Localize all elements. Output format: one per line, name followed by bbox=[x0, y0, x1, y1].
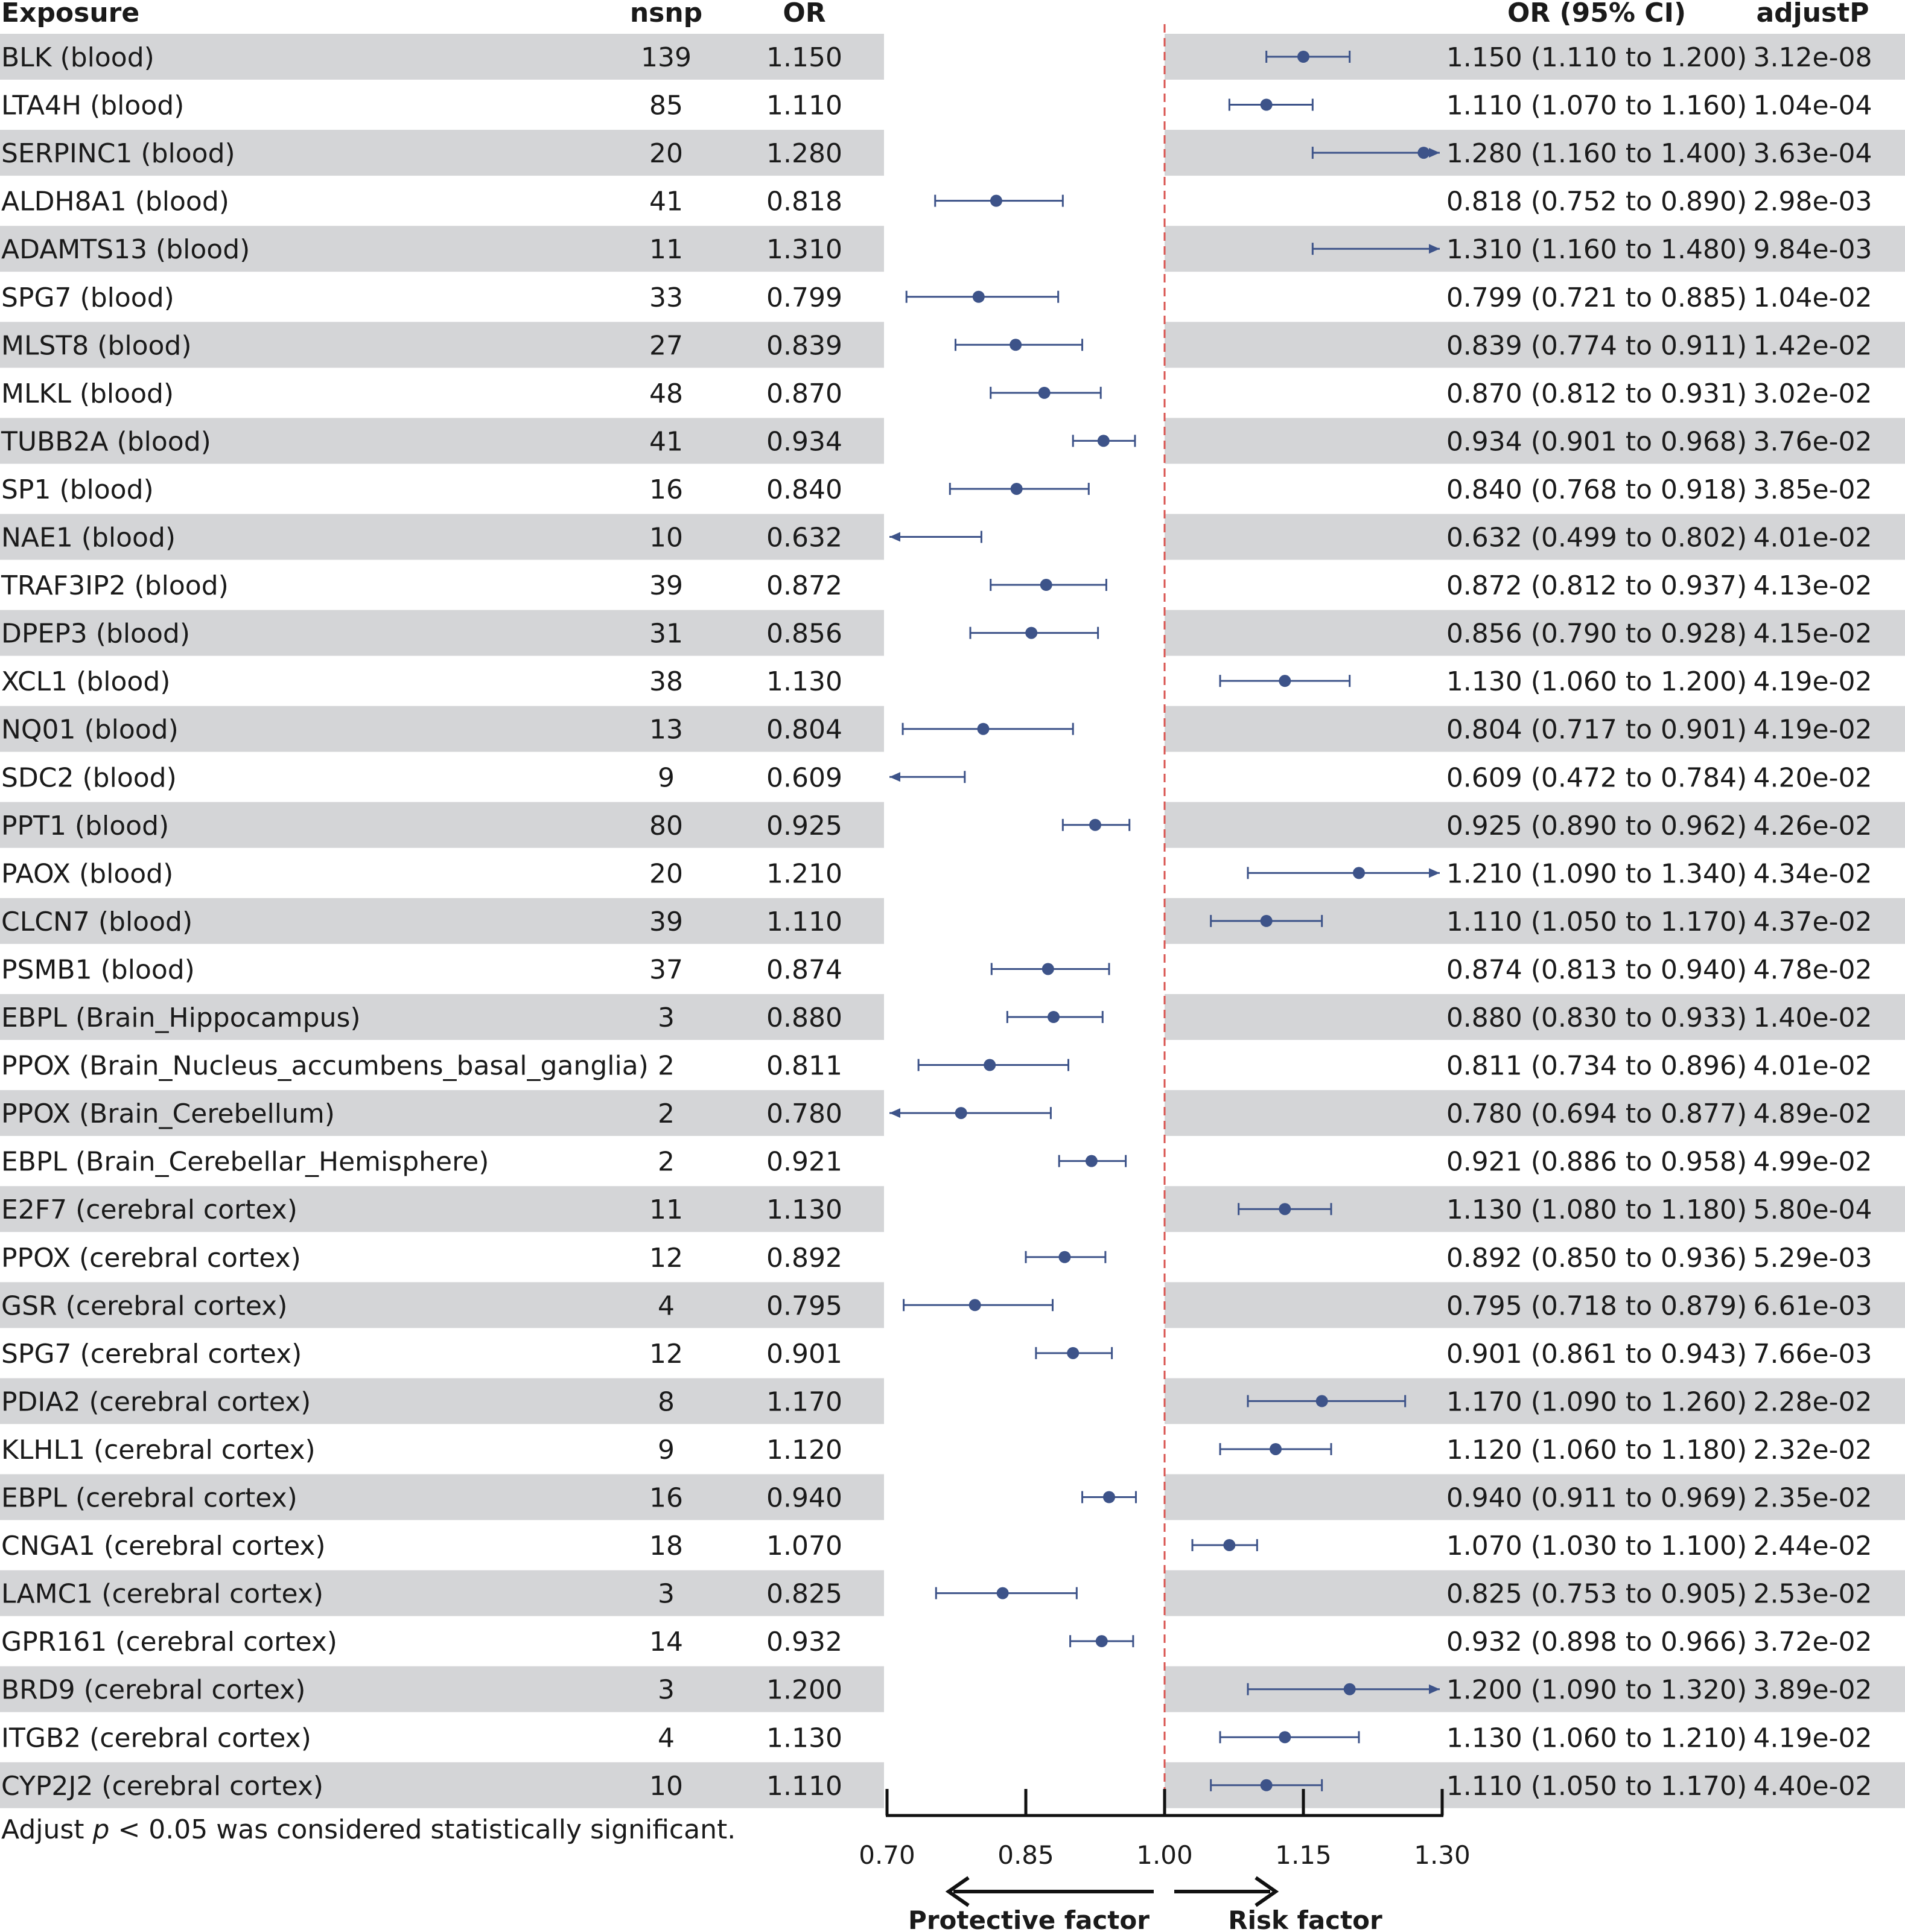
or-value: 0.872 bbox=[766, 570, 842, 602]
nsnp-value: 2 bbox=[658, 1146, 675, 1178]
exposure-label: PAOX (blood) bbox=[1, 858, 174, 890]
nsnp-value: 16 bbox=[649, 1482, 683, 1514]
adjustp-value: 4.15e-02 bbox=[1753, 618, 1872, 649]
or-value: 1.310 bbox=[766, 234, 842, 266]
exposure-label: BRD9 (cerebral cortex) bbox=[1, 1674, 306, 1706]
adjustp-value: 5.29e-03 bbox=[1753, 1242, 1872, 1274]
or-point bbox=[1048, 1011, 1060, 1023]
or-point bbox=[1011, 483, 1023, 495]
or-value: 0.925 bbox=[766, 810, 842, 841]
or-ci-value: 0.901 (0.861 to 0.943) bbox=[1446, 1338, 1748, 1369]
ci-arrow-left bbox=[889, 1108, 900, 1118]
or-point bbox=[997, 1587, 1009, 1599]
adjustp-value: 4.37e-02 bbox=[1753, 906, 1872, 937]
ci-arrow-left bbox=[889, 532, 900, 542]
or-value: 1.210 bbox=[766, 858, 842, 890]
or-value: 0.856 bbox=[766, 618, 842, 649]
nsnp-value: 9 bbox=[658, 762, 675, 794]
adjustp-value: 1.04e-02 bbox=[1753, 282, 1872, 313]
nsnp-value: 41 bbox=[649, 186, 683, 217]
or-ci-value: 1.280 (1.160 to 1.400) bbox=[1446, 138, 1748, 170]
adjustp-value: 2.32e-02 bbox=[1753, 1434, 1872, 1465]
exposure-label: PPT1 (blood) bbox=[1, 810, 170, 841]
or-point bbox=[1098, 435, 1110, 447]
nsnp-value: 20 bbox=[649, 138, 683, 170]
or-ci-value: 1.110 (1.070 to 1.160) bbox=[1446, 90, 1748, 121]
adjustp-value: 4.89e-02 bbox=[1753, 1098, 1872, 1130]
or-ci-value: 0.874 (0.813 to 0.940) bbox=[1446, 954, 1748, 986]
direction-arrows bbox=[949, 1878, 1276, 1905]
or-point bbox=[1279, 675, 1291, 687]
exposure-label: LTA4H (blood) bbox=[1, 90, 185, 121]
nsnp-value: 12 bbox=[649, 1242, 683, 1274]
or-ci-value: 0.795 (0.718 to 0.879) bbox=[1446, 1290, 1748, 1322]
or-point bbox=[1067, 1347, 1079, 1359]
adjustp-value: 1.40e-02 bbox=[1753, 1003, 1872, 1033]
exposure-label: CNGA1 (cerebral cortex) bbox=[1, 1531, 326, 1562]
or-value: 1.130 bbox=[766, 1723, 842, 1754]
or-ci-value: 0.925 (0.890 to 0.962) bbox=[1446, 810, 1748, 841]
or-value: 1.120 bbox=[766, 1434, 842, 1465]
adjustp-value: 3.63e-04 bbox=[1753, 138, 1872, 170]
exposure-label: KLHL1 (cerebral cortex) bbox=[1, 1434, 316, 1465]
x-axis-tick-label: 1.15 bbox=[1275, 1840, 1332, 1870]
exposure-label: TRAF3IP2 (blood) bbox=[1, 570, 229, 602]
or-ci-value: 0.811 (0.734 to 0.896) bbox=[1446, 1050, 1748, 1082]
or-ci-value: 1.130 (1.080 to 1.180) bbox=[1446, 1194, 1748, 1226]
or-ci-value: 0.892 (0.850 to 0.936) bbox=[1446, 1242, 1748, 1274]
exposure-label: ALDH8A1 (blood) bbox=[1, 186, 229, 217]
exposure-label: GSR (cerebral cortex) bbox=[1, 1290, 288, 1322]
or-value: 0.870 bbox=[766, 378, 842, 409]
exposure-label: NAE1 (blood) bbox=[1, 522, 176, 553]
exposure-label: XCL1 (blood) bbox=[1, 666, 171, 698]
or-point bbox=[1316, 1395, 1328, 1407]
or-value: 0.632 bbox=[766, 522, 842, 553]
nsnp-value: 4 bbox=[658, 1290, 675, 1322]
adjustp-value: 9.84e-03 bbox=[1753, 234, 1872, 266]
or-ci-value: 0.839 (0.774 to 0.911) bbox=[1446, 330, 1748, 362]
nsnp-value: 2 bbox=[658, 1098, 675, 1130]
nsnp-value: 38 bbox=[649, 666, 683, 698]
x-axis-tick-label: 0.85 bbox=[997, 1840, 1054, 1870]
adjustp-value: 3.89e-02 bbox=[1753, 1674, 1872, 1706]
nsnp-value: 37 bbox=[649, 954, 683, 986]
or-ci-value: 0.880 (0.830 to 0.933) bbox=[1446, 1003, 1748, 1033]
or-point bbox=[1261, 1779, 1273, 1791]
exposure-label: PPOX (cerebral cortex) bbox=[1, 1242, 301, 1274]
or-point bbox=[955, 1107, 967, 1119]
or-point bbox=[1417, 147, 1430, 159]
or-ci-value: 1.200 (1.090 to 1.320) bbox=[1446, 1674, 1748, 1706]
exposure-label: PPOX (Brain_Cerebellum) bbox=[1, 1098, 335, 1130]
or-point bbox=[1297, 51, 1309, 63]
or-value: 0.818 bbox=[766, 186, 842, 217]
exposure-label: SPG7 (blood) bbox=[1, 282, 174, 313]
adjustp-value: 2.44e-02 bbox=[1753, 1531, 1872, 1562]
nsnp-value: 2 bbox=[658, 1050, 675, 1082]
or-value: 0.934 bbox=[766, 426, 842, 457]
adjustp-value: 4.40e-02 bbox=[1753, 1770, 1872, 1802]
nsnp-value: 3 bbox=[658, 1003, 675, 1033]
or-value: 1.280 bbox=[766, 138, 842, 170]
or-point bbox=[1279, 1203, 1291, 1215]
or-value: 0.880 bbox=[766, 1003, 842, 1033]
or-point bbox=[977, 723, 989, 735]
exposure-label: EBPL (Brain_Cerebellar_Hemisphere) bbox=[1, 1146, 489, 1178]
exposure-label: GPR161 (cerebral cortex) bbox=[1, 1627, 337, 1658]
or-point bbox=[1344, 1683, 1356, 1695]
header-or-ci: OR (95% CI) bbox=[1507, 0, 1687, 28]
nsnp-value: 11 bbox=[649, 1194, 683, 1226]
or-point bbox=[990, 195, 1002, 207]
adjustp-value: 3.72e-02 bbox=[1753, 1627, 1872, 1658]
or-value: 0.840 bbox=[766, 474, 842, 505]
or-value: 0.799 bbox=[766, 282, 842, 313]
or-value: 0.874 bbox=[766, 954, 842, 986]
or-ci-value: 1.170 (1.090 to 1.260) bbox=[1446, 1386, 1748, 1418]
or-ci-value: 0.934 (0.901 to 0.968) bbox=[1446, 426, 1748, 457]
or-value: 0.825 bbox=[766, 1578, 842, 1610]
or-point bbox=[969, 1299, 981, 1311]
or-ci-value: 0.609 (0.472 to 0.784) bbox=[1446, 762, 1748, 794]
nsnp-value: 33 bbox=[649, 282, 683, 313]
or-point bbox=[1038, 387, 1051, 399]
or-ci-value: 0.780 (0.694 to 0.877) bbox=[1446, 1098, 1748, 1130]
nsnp-value: 11 bbox=[649, 234, 683, 266]
or-ci-value: 1.210 (1.090 to 1.340) bbox=[1446, 858, 1748, 890]
adjustp-value: 2.35e-02 bbox=[1753, 1482, 1872, 1514]
or-value: 1.130 bbox=[766, 1194, 842, 1226]
x-axis-tick-label: 1.30 bbox=[1414, 1840, 1471, 1870]
nsnp-value: 8 bbox=[658, 1386, 675, 1418]
adjustp-value: 7.66e-03 bbox=[1753, 1338, 1872, 1369]
exposure-label: CYP2J2 (cerebral cortex) bbox=[1, 1770, 324, 1802]
or-value: 1.130 bbox=[766, 666, 842, 698]
or-value: 0.839 bbox=[766, 330, 842, 362]
or-ci-value: 0.825 (0.753 to 0.905) bbox=[1446, 1578, 1748, 1610]
adjustp-value: 1.04e-04 bbox=[1753, 90, 1872, 121]
ci-arrow-left bbox=[889, 772, 900, 782]
adjustp-value: 2.98e-03 bbox=[1753, 186, 1872, 217]
or-value: 0.940 bbox=[766, 1482, 842, 1514]
exposure-label: MLKL (blood) bbox=[1, 378, 174, 409]
adjustp-value: 4.19e-02 bbox=[1753, 666, 1872, 698]
or-value: 0.892 bbox=[766, 1242, 842, 1274]
or-point bbox=[1096, 1635, 1108, 1647]
or-point bbox=[1040, 579, 1052, 591]
x-axis-tick-label: 1.00 bbox=[1136, 1840, 1193, 1870]
exposure-label: PPOX (Brain_Nucleus_accumbens_basal_ganglia) bbox=[1, 1050, 649, 1082]
adjustp-value: 4.19e-02 bbox=[1753, 1723, 1872, 1754]
or-value: 0.932 bbox=[766, 1627, 842, 1658]
or-value: 1.150 bbox=[766, 42, 842, 73]
adjustp-value: 2.28e-02 bbox=[1753, 1386, 1872, 1418]
adjustp-value: 3.12e-08 bbox=[1753, 42, 1872, 73]
or-value: 1.110 bbox=[766, 1770, 842, 1802]
exposure-label: EBPL (cerebral cortex) bbox=[1, 1482, 297, 1514]
nsnp-value: 10 bbox=[649, 1770, 683, 1802]
adjustp-value: 5.80e-04 bbox=[1753, 1194, 1872, 1226]
or-point bbox=[1042, 963, 1054, 975]
nsnp-value: 41 bbox=[649, 426, 683, 457]
adjustp-value: 3.85e-02 bbox=[1753, 474, 1872, 505]
exposure-label: LAMC1 (cerebral cortex) bbox=[1, 1578, 324, 1610]
or-value: 1.110 bbox=[766, 90, 842, 121]
header-or: OR bbox=[783, 0, 826, 28]
or-ci-value: 0.856 (0.790 to 0.928) bbox=[1446, 618, 1748, 649]
exposure-label: PDIA2 (cerebral cortex) bbox=[1, 1386, 311, 1418]
nsnp-value: 3 bbox=[658, 1674, 675, 1706]
or-point bbox=[1010, 339, 1022, 351]
footnote: Adjust p < 0.05 was considered statistically significant. bbox=[1, 1814, 736, 1845]
or-point bbox=[1086, 1155, 1098, 1167]
or-value: 0.780 bbox=[766, 1098, 842, 1130]
or-value: 0.609 bbox=[766, 762, 842, 794]
or-ci-value: 0.921 (0.886 to 0.958) bbox=[1446, 1146, 1748, 1178]
or-point bbox=[1223, 1539, 1235, 1551]
or-value: 0.795 bbox=[766, 1290, 842, 1322]
or-value: 0.811 bbox=[766, 1050, 842, 1082]
nsnp-value: 10 bbox=[649, 522, 683, 553]
exposure-label: SP1 (blood) bbox=[1, 474, 154, 505]
adjustp-value: 3.76e-02 bbox=[1753, 426, 1872, 457]
adjustp-value: 4.78e-02 bbox=[1753, 954, 1872, 986]
adjustp-value: 1.42e-02 bbox=[1753, 330, 1872, 362]
or-point bbox=[1270, 1443, 1282, 1455]
adjustp-value: 6.61e-03 bbox=[1753, 1290, 1872, 1322]
adjustp-value: 4.01e-02 bbox=[1753, 1050, 1872, 1082]
adjustp-value: 4.99e-02 bbox=[1753, 1146, 1872, 1178]
x-axis-tick-label: 0.70 bbox=[859, 1840, 915, 1870]
exposure-label: TUBB2A (blood) bbox=[1, 426, 211, 457]
or-point bbox=[1058, 1251, 1070, 1263]
adjustp-value: 4.13e-02 bbox=[1753, 570, 1872, 602]
or-ci-value: 1.130 (1.060 to 1.210) bbox=[1446, 1723, 1748, 1754]
nsnp-value: 31 bbox=[649, 618, 683, 649]
or-value: 0.804 bbox=[766, 714, 842, 745]
or-ci-value: 0.840 (0.768 to 0.918) bbox=[1446, 474, 1748, 505]
nsnp-value: 20 bbox=[649, 858, 683, 890]
adjustp-value: 4.20e-02 bbox=[1753, 762, 1872, 794]
or-ci-value: 1.120 (1.060 to 1.180) bbox=[1446, 1434, 1748, 1465]
or-point bbox=[1261, 915, 1273, 927]
nsnp-value: 27 bbox=[649, 330, 683, 362]
exposure-label: CLCN7 (blood) bbox=[1, 906, 193, 937]
or-point bbox=[1025, 627, 1037, 639]
exposure-label: ITGB2 (cerebral cortex) bbox=[1, 1723, 311, 1754]
adjustp-value: 4.26e-02 bbox=[1753, 810, 1872, 841]
or-ci-value: 0.940 (0.911 to 0.969) bbox=[1446, 1482, 1748, 1514]
or-ci-value: 1.110 (1.050 to 1.170) bbox=[1446, 906, 1748, 937]
adjustp-value: 4.01e-02 bbox=[1753, 522, 1872, 553]
protective-factor-label: Protective factor bbox=[908, 1905, 1150, 1932]
or-ci-value: 1.130 (1.060 to 1.200) bbox=[1446, 666, 1748, 698]
or-point bbox=[984, 1059, 996, 1071]
or-point bbox=[973, 291, 985, 303]
exposure-label: DPEP3 (blood) bbox=[1, 618, 190, 649]
or-ci-value: 1.310 (1.160 to 1.480) bbox=[1446, 234, 1748, 266]
or-point bbox=[1089, 819, 1101, 831]
exposure-label: SERPINC1 (blood) bbox=[1, 138, 235, 170]
exposure-label: NQ01 (blood) bbox=[1, 714, 179, 745]
or-ci-value: 0.932 (0.898 to 0.966) bbox=[1446, 1627, 1748, 1658]
nsnp-value: 12 bbox=[649, 1338, 683, 1369]
nsnp-value: 48 bbox=[649, 378, 683, 409]
adjustp-value: 4.34e-02 bbox=[1753, 858, 1872, 890]
or-ci-value: 1.070 (1.030 to 1.100) bbox=[1446, 1531, 1748, 1562]
or-ci-value: 1.150 (1.110 to 1.200) bbox=[1446, 42, 1748, 73]
or-point bbox=[1279, 1731, 1291, 1743]
nsnp-value: 4 bbox=[658, 1723, 675, 1754]
exposure-label: PSMB1 (blood) bbox=[1, 954, 195, 986]
exposure-label: EBPL (Brain_Hippocampus) bbox=[1, 1003, 361, 1033]
or-point bbox=[1103, 1491, 1115, 1503]
nsnp-value: 80 bbox=[649, 810, 683, 841]
or-value: 1.070 bbox=[766, 1531, 842, 1562]
or-value: 0.901 bbox=[766, 1338, 842, 1369]
or-ci-value: 0.632 (0.499 to 0.802) bbox=[1446, 522, 1748, 553]
exposure-label: MLST8 (blood) bbox=[1, 330, 192, 362]
exposure-label: SPG7 (cerebral cortex) bbox=[1, 1338, 302, 1369]
header-adjustp: adjustP bbox=[1756, 0, 1869, 28]
exposure-label: E2F7 (cerebral cortex) bbox=[1, 1194, 297, 1226]
nsnp-value: 14 bbox=[649, 1627, 683, 1658]
nsnp-value: 13 bbox=[649, 714, 683, 745]
nsnp-value: 85 bbox=[649, 90, 683, 121]
or-ci-value: 1.110 (1.050 to 1.170) bbox=[1446, 1770, 1748, 1802]
or-value: 1.110 bbox=[766, 906, 842, 937]
or-value: 1.170 bbox=[766, 1386, 842, 1418]
or-ci-value: 0.804 (0.717 to 0.901) bbox=[1446, 714, 1748, 745]
or-ci-value: 0.799 (0.721 to 0.885) bbox=[1446, 282, 1748, 313]
nsnp-value: 39 bbox=[649, 570, 683, 602]
or-point bbox=[1353, 867, 1365, 879]
risk-factor-label: Risk factor bbox=[1228, 1905, 1382, 1932]
or-ci-value: 0.870 (0.812 to 0.931) bbox=[1446, 378, 1748, 409]
adjustp-value: 2.53e-02 bbox=[1753, 1578, 1872, 1610]
or-point bbox=[1261, 99, 1273, 111]
nsnp-value: 9 bbox=[658, 1434, 675, 1465]
adjustp-value: 3.02e-02 bbox=[1753, 378, 1872, 409]
exposure-label: SDC2 (blood) bbox=[1, 762, 177, 794]
adjustp-value: 4.19e-02 bbox=[1753, 714, 1872, 745]
nsnp-value: 16 bbox=[649, 474, 683, 505]
nsnp-value: 139 bbox=[641, 42, 692, 73]
nsnp-value: 3 bbox=[658, 1578, 675, 1610]
header-nsnp: nsnp bbox=[629, 0, 703, 28]
exposure-label: ADAMTS13 (blood) bbox=[1, 234, 250, 266]
exposure-label: BLK (blood) bbox=[1, 42, 154, 73]
ci-arrow-right bbox=[1429, 868, 1440, 878]
or-ci-value: 0.872 (0.812 to 0.937) bbox=[1446, 570, 1748, 602]
or-ci-value: 0.818 (0.752 to 0.890) bbox=[1446, 186, 1748, 217]
or-value: 1.200 bbox=[766, 1674, 842, 1706]
nsnp-value: 39 bbox=[649, 906, 683, 937]
nsnp-value: 18 bbox=[649, 1531, 683, 1562]
or-value: 0.921 bbox=[766, 1146, 842, 1178]
header-exposure: Exposure bbox=[1, 0, 140, 28]
